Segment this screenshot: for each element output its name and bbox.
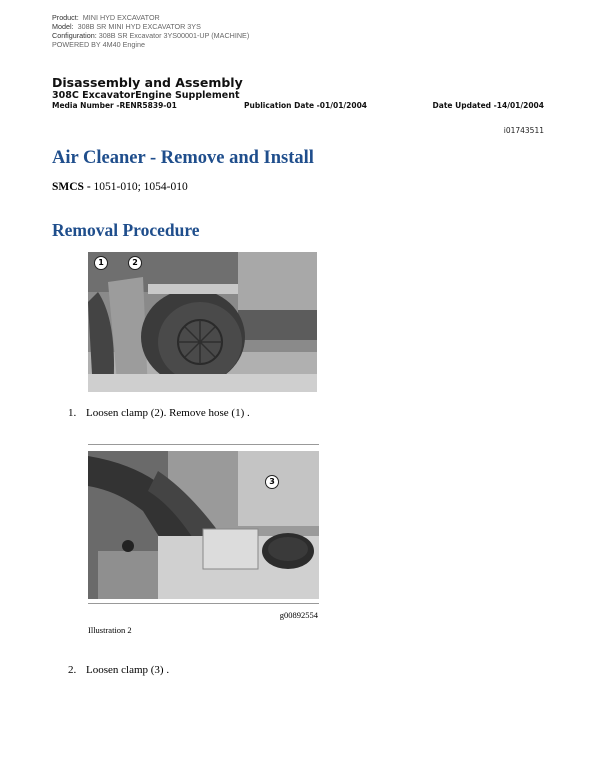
clamp-photo <box>88 451 319 599</box>
step-2-text: Loosen clamp (3) . <box>86 664 170 676</box>
image-reference: i01743511 <box>503 126 544 135</box>
configuration-line: Configuration: 308B SR Excavator 3YS00001-UP (MACHINE) <box>52 31 250 40</box>
powered-by-line: POWERED BY 4M40 Engine <box>52 40 145 49</box>
figure-2-caption: Illustration 2 <box>88 625 132 635</box>
document-subtitle: 308C ExcavatorEngine Supplement <box>52 90 240 101</box>
product-line: Product: MINI HYD EXCAVATOR <box>52 13 160 22</box>
air-cleaner-photo <box>88 252 317 392</box>
figure-2-ref: g00892554 <box>279 610 318 620</box>
figure-1-photo <box>88 252 317 392</box>
step-2-number: 2. <box>68 664 77 676</box>
smcs-codes: SMCS - 1051-010; 1054-010 <box>52 181 188 193</box>
figure-2-photo <box>88 451 319 599</box>
section-title: Air Cleaner - Remove and Install <box>52 148 314 168</box>
step-1-text: Loosen clamp (2). Remove hose (1) . <box>86 407 250 419</box>
figure-2-bottom-rule <box>88 603 319 604</box>
callout-2: 2 <box>128 256 142 270</box>
figure-2-top-rule <box>88 444 319 445</box>
date-updated: Date Updated -14/01/2004 <box>432 101 544 110</box>
callout-1: 1 <box>94 256 108 270</box>
document-metadata <box>52 13 249 49</box>
removal-procedure-title: Removal Procedure <box>52 220 200 240</box>
document-title: Disassembly and Assembly <box>52 75 243 90</box>
step-1-number: 1. <box>68 407 77 419</box>
model-line: Model: 308B SR MINI HYD EXCAVATOR 3YS <box>52 22 201 31</box>
media-number: Media Number -RENR5839-01 <box>52 101 177 110</box>
callout-3: 3 <box>265 475 279 489</box>
publication-date: Publication Date -01/01/2004 <box>244 101 368 110</box>
